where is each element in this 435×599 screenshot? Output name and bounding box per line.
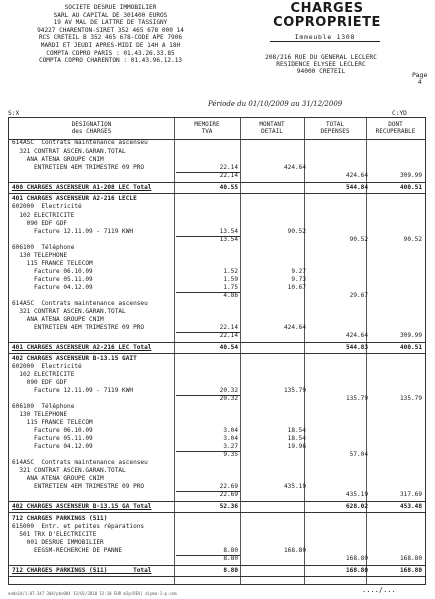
row-montant-detail: 18.54	[287, 435, 306, 442]
row-dont-recuperable: 453.48	[399, 503, 422, 510]
row-memoire-tva: 20.32	[219, 395, 238, 402]
company-line: RCS CRETEIL B 352 465 678-CODE APE 7906	[38, 34, 183, 42]
table-row	[8, 212, 426, 220]
header-total-line-2: DEPENSES	[320, 128, 350, 135]
table-row	[8, 300, 426, 308]
row-designation: 090 EDF GDF	[12, 379, 68, 386]
row-designation: 614ASC Contrats maintenance ascenseu	[12, 139, 148, 146]
row-total-depenses: 544.83	[345, 344, 368, 351]
row-designation: Facture 12.11.09 - 7119 KWH	[12, 387, 134, 394]
total-rule	[8, 565, 426, 566]
table-row	[8, 252, 426, 260]
header-designation-line-1: DESIGNATION	[71, 121, 112, 128]
row-memoire-tva: 3.04	[223, 435, 238, 442]
continuation-mark: ..../...	[362, 586, 396, 594]
row-memoire-tva: 20.32	[219, 387, 238, 394]
row-dont-recuperable: 309.99	[399, 172, 422, 179]
header-designation	[9, 121, 174, 135]
company-line: MARDI ET JEUDI APRES-MIDI DE 14H A 18H	[40, 41, 181, 49]
row-designation: 602000 Electricité	[12, 363, 82, 370]
total-rule	[8, 512, 426, 513]
row-montant-detail: 19.96	[287, 443, 306, 450]
row-memoire-tva: 1.52	[223, 268, 238, 275]
row-designation: 090 EDF GDF	[12, 220, 68, 227]
company-block	[8, 4, 213, 65]
row-designation: ENTRETIEN 4EM TRIMESTRE 09 PRO	[12, 324, 145, 331]
row-total-depenses: 168.80	[345, 567, 368, 574]
table-row	[8, 268, 426, 276]
row-dont-recuperable: 168.80	[399, 567, 422, 574]
row-designation: Facture 12.11.09 - 7119 KWH	[12, 228, 134, 235]
row-total-depenses: 424.64	[345, 172, 368, 179]
row-total-depenses: 435.19	[345, 491, 368, 498]
table-row	[8, 427, 426, 435]
table-row	[8, 308, 426, 316]
row-designation: Facture 05.11.09	[12, 435, 93, 442]
company-line: COMPTA COPRO CHARENTON : 01.43.96.12.13	[38, 57, 183, 65]
header-designation-line-2: des CHARGES	[71, 128, 112, 135]
row-designation: 402 CHARGES ASCENSEUR B-13.15 GA Total	[12, 503, 152, 510]
row-designation: 001 DESRUE IMMOBILIER	[12, 539, 104, 546]
row-dont-recuperable: 309.99	[399, 332, 422, 339]
row-memoire-tva: 22.69	[219, 483, 238, 490]
row-dont-recuperable: 400.51	[399, 344, 422, 351]
row-designation: 615000 Entr. et petites réparations	[12, 523, 145, 530]
row-designation: Facture 05.11.09	[12, 276, 93, 283]
row-designation: 115 FRANCE TELECOM	[12, 419, 93, 426]
row-designation: EEGSM-RECHERCHE DE PANNE	[12, 547, 123, 554]
row-montant-detail: 424.64	[283, 164, 306, 171]
row-designation: 130 TELEPHONE	[12, 411, 68, 418]
header-montant-line-2: DETAIL	[261, 128, 283, 135]
row-designation: Facture 06.10.09	[12, 427, 93, 434]
table-row	[8, 467, 426, 475]
row-montant-detail: 90.52	[287, 228, 306, 235]
company-line: COMPTA COPRO PARIS : 01.43.26.33.85	[46, 49, 175, 57]
immeuble-label: Immeuble 1308	[270, 33, 380, 42]
table-row	[8, 435, 426, 443]
row-total-depenses: 544.84	[345, 184, 368, 191]
table-row	[8, 547, 426, 555]
row-designation: 400 CHARGES ASCENSEUR A1-208 LEC Total	[12, 184, 152, 191]
row-dont-recuperable: 317.69	[399, 491, 422, 498]
cyd-code: C:YD	[392, 110, 407, 117]
table-row	[8, 379, 426, 387]
row-designation: 712 CHARGES PARKINGS (511)	[12, 515, 108, 522]
table-row	[8, 148, 426, 156]
row-memoire-tva: 1.59	[223, 276, 238, 283]
table-row	[8, 443, 426, 451]
table-row	[8, 503, 426, 511]
row-designation: Facture 04.12.09	[12, 443, 93, 450]
row-memoire-tva: 8.80	[223, 555, 238, 562]
row-total-depenses: 168.80	[345, 555, 368, 562]
page-indicator	[412, 72, 427, 87]
total-rule	[8, 501, 426, 502]
table-row	[8, 276, 426, 284]
table-row	[8, 164, 426, 172]
table-row	[8, 411, 426, 419]
row-total-depenses: 90.52	[349, 236, 368, 243]
table-row	[8, 172, 426, 180]
row-memoire-tva: 40.54	[219, 344, 238, 351]
table-row	[8, 292, 426, 300]
company-line: 19 AV MAL DE LATTRE DE TASSIGNY	[53, 19, 168, 27]
table-row	[8, 395, 426, 403]
row-designation: 321 CONTRAT ASCEN.GARAN.TOTAL	[12, 308, 126, 315]
row-memoire-tva: 9.35	[223, 451, 238, 458]
page-label: Page	[412, 71, 428, 79]
row-designation: 614ASC Contrats maintenance ascenseu	[12, 300, 148, 307]
table-row	[8, 523, 426, 531]
period-range: Période du 01/10/2009 au 31/12/2009	[208, 100, 343, 108]
table-row	[8, 344, 426, 352]
table-row	[8, 332, 426, 340]
total-rule	[8, 193, 426, 194]
header-memoire-line-1: MEMOIRE	[194, 121, 220, 128]
row-designation: 402 CHARGES ASCENSEUR B-13.15 GAIT	[12, 355, 137, 362]
table-row	[8, 156, 426, 164]
header-memoire-tva	[174, 121, 240, 135]
row-montant-detail: 435.19	[283, 483, 306, 490]
page-number: 4	[417, 78, 422, 87]
table-row	[8, 539, 426, 547]
row-memoire-tva: 22.14	[219, 172, 238, 179]
table-row	[8, 324, 426, 332]
row-memoire-tva: 13.54	[219, 228, 238, 235]
row-montant-detail: 9.27	[291, 268, 306, 275]
table-row	[8, 260, 426, 268]
total-rule	[8, 182, 426, 183]
title-line-2: COPROPRIETE	[273, 15, 381, 30]
table-row	[8, 451, 426, 459]
address-line-2: RESIDENCE ELYSEE LECLERC	[276, 61, 366, 69]
row-memoire-tva: 13.54	[219, 236, 238, 243]
table-row	[8, 371, 426, 379]
row-designation: 602000 Electricité	[12, 203, 82, 210]
row-montant-detail: 168.80	[283, 547, 306, 554]
row-designation: 321 CONTRAT ASCEN.GARAN.TOTAL	[12, 148, 126, 155]
address-line-3: 94000 CRETEIL	[296, 68, 346, 76]
row-total-depenses: 57.04	[349, 451, 368, 458]
header-total-depenses	[304, 121, 366, 135]
header-montant-detail	[240, 121, 304, 135]
row-designation: 712 CHARGES PARKINGS (511) Total	[12, 567, 152, 574]
table-row	[8, 184, 426, 192]
row-designation: 321 CONTRAT ASCEN.GARAN.TOTAL	[12, 467, 126, 474]
table-row	[8, 475, 426, 483]
row-memoire-tva: 52.36	[219, 503, 238, 510]
row-designation: 606100 Téléphone	[12, 244, 75, 251]
table-row	[8, 139, 426, 147]
sx-code: S:X	[8, 110, 20, 117]
table-row	[8, 567, 426, 575]
row-designation: 102 ELECTRICITE	[12, 212, 75, 219]
table-row	[8, 403, 426, 411]
row-designation: Facture 06.10.09	[12, 268, 93, 275]
row-montant-detail: 10.67	[287, 284, 306, 291]
row-memoire-tva: 8.80	[223, 547, 238, 554]
row-memoire-tva: 4.86	[223, 292, 238, 299]
title-line-1: CHARGES	[290, 1, 364, 16]
row-designation: 501 TRX D'ELECTRICITE	[12, 531, 97, 538]
row-designation: ANA ATENA GROUPE CNIM	[12, 156, 104, 163]
row-designation: ENTRETIEN 4EM TRIMESTRE 09 PRO	[12, 483, 145, 490]
header-dont-line-2: RECUPERABLE	[375, 128, 416, 135]
row-designation: ANA ATENA GROUPE CNIM	[12, 475, 104, 482]
row-memoire-tva: 22.14	[219, 324, 238, 331]
table-row	[8, 419, 426, 427]
total-rule	[8, 342, 426, 343]
table-row	[8, 555, 426, 563]
row-dont-recuperable: 135.79	[399, 395, 422, 402]
row-memoire-tva: 8.80	[223, 567, 238, 574]
row-montant-detail: 424.64	[283, 324, 306, 331]
table-row	[8, 363, 426, 371]
table-row	[8, 491, 426, 499]
table-row	[8, 355, 426, 363]
row-designation: 614ASC Contrats maintenance ascenseu	[12, 459, 148, 466]
print-footer: edda1d/1.07.347 304/pbv004 13/01/2010 12:10 EUR m2p(REV) alpma-1-p.com	[8, 591, 177, 596]
table-row	[8, 316, 426, 324]
row-dont-recuperable: 400.51	[399, 184, 422, 191]
total-rule	[8, 576, 426, 577]
row-montant-detail: 135.79	[283, 387, 306, 394]
table-row	[8, 459, 426, 467]
row-dont-recuperable: 168.80	[399, 555, 422, 562]
table-row	[8, 220, 426, 228]
row-designation: 606100 Téléphone	[12, 403, 75, 410]
row-memoire-tva: 3.04	[223, 427, 238, 434]
company-line: SARL AU CAPITAL DE 301400 EUROS	[53, 11, 168, 19]
document-title	[258, 2, 396, 30]
row-designation: ANA ATENA GROUPE CNIM	[12, 316, 104, 323]
table-row	[8, 284, 426, 292]
row-designation: 102 ELECTRICITE	[12, 371, 75, 378]
header-montant-line-1: MONTANT	[259, 121, 285, 128]
row-memoire-tva: 40.55	[219, 184, 238, 191]
row-dont-recuperable: 90.52	[403, 236, 422, 243]
row-designation: 401 CHARGES ASCENSEUR A2-216 LECLE	[12, 195, 137, 202]
row-total-depenses: 29.67	[349, 292, 368, 299]
table-row	[8, 236, 426, 244]
company-line: SOCIETE DESRUE IMMOBILIER	[64, 4, 157, 11]
total-rule	[8, 353, 426, 354]
row-designation: Facture 04.12.09	[12, 284, 93, 291]
table-row	[8, 203, 426, 211]
row-memoire-tva: 22.14	[219, 164, 238, 171]
row-memoire-tva: 22.14	[219, 332, 238, 339]
address-line-1: 208/216 RUE DU GENERAL LECLERC	[265, 54, 377, 61]
header-dont-line-1: DONT	[388, 121, 403, 128]
table-row	[8, 483, 426, 491]
row-montant-detail: 18.54	[287, 427, 306, 434]
header-total-line-1: TOTAL	[325, 121, 345, 128]
row-total-depenses: 135.79	[345, 395, 368, 402]
table-row	[8, 228, 426, 236]
row-total-depenses: 424.64	[345, 332, 368, 339]
header-memoire-line-2: TVA	[201, 128, 213, 135]
row-montant-detail: 9.73	[291, 276, 306, 283]
table-row	[8, 244, 426, 252]
company-line: 94227 CHARENTON-SIRET 352 465 678 000 14	[37, 26, 184, 34]
row-memoire-tva: 3.27	[223, 443, 238, 450]
table-row	[8, 387, 426, 395]
table-row	[8, 531, 426, 539]
table-row	[8, 195, 426, 203]
building-address	[248, 54, 394, 76]
row-designation: ENTRETIEN 4EM TRIMESTRE 09 PRO	[12, 164, 145, 171]
row-memoire-tva: 22.69	[219, 491, 238, 498]
row-total-depenses: 628.02	[345, 503, 368, 510]
row-designation: 115 FRANCE TELECOM	[12, 260, 93, 267]
row-memoire-tva: 1.75	[223, 284, 238, 291]
row-designation: 130 TELEPHONE	[12, 252, 68, 259]
header-dont-recuperable	[366, 121, 425, 135]
table-row	[8, 515, 426, 523]
row-designation: 401 CHARGES ASCENSEUR A2-216 LEC Total	[12, 344, 152, 351]
